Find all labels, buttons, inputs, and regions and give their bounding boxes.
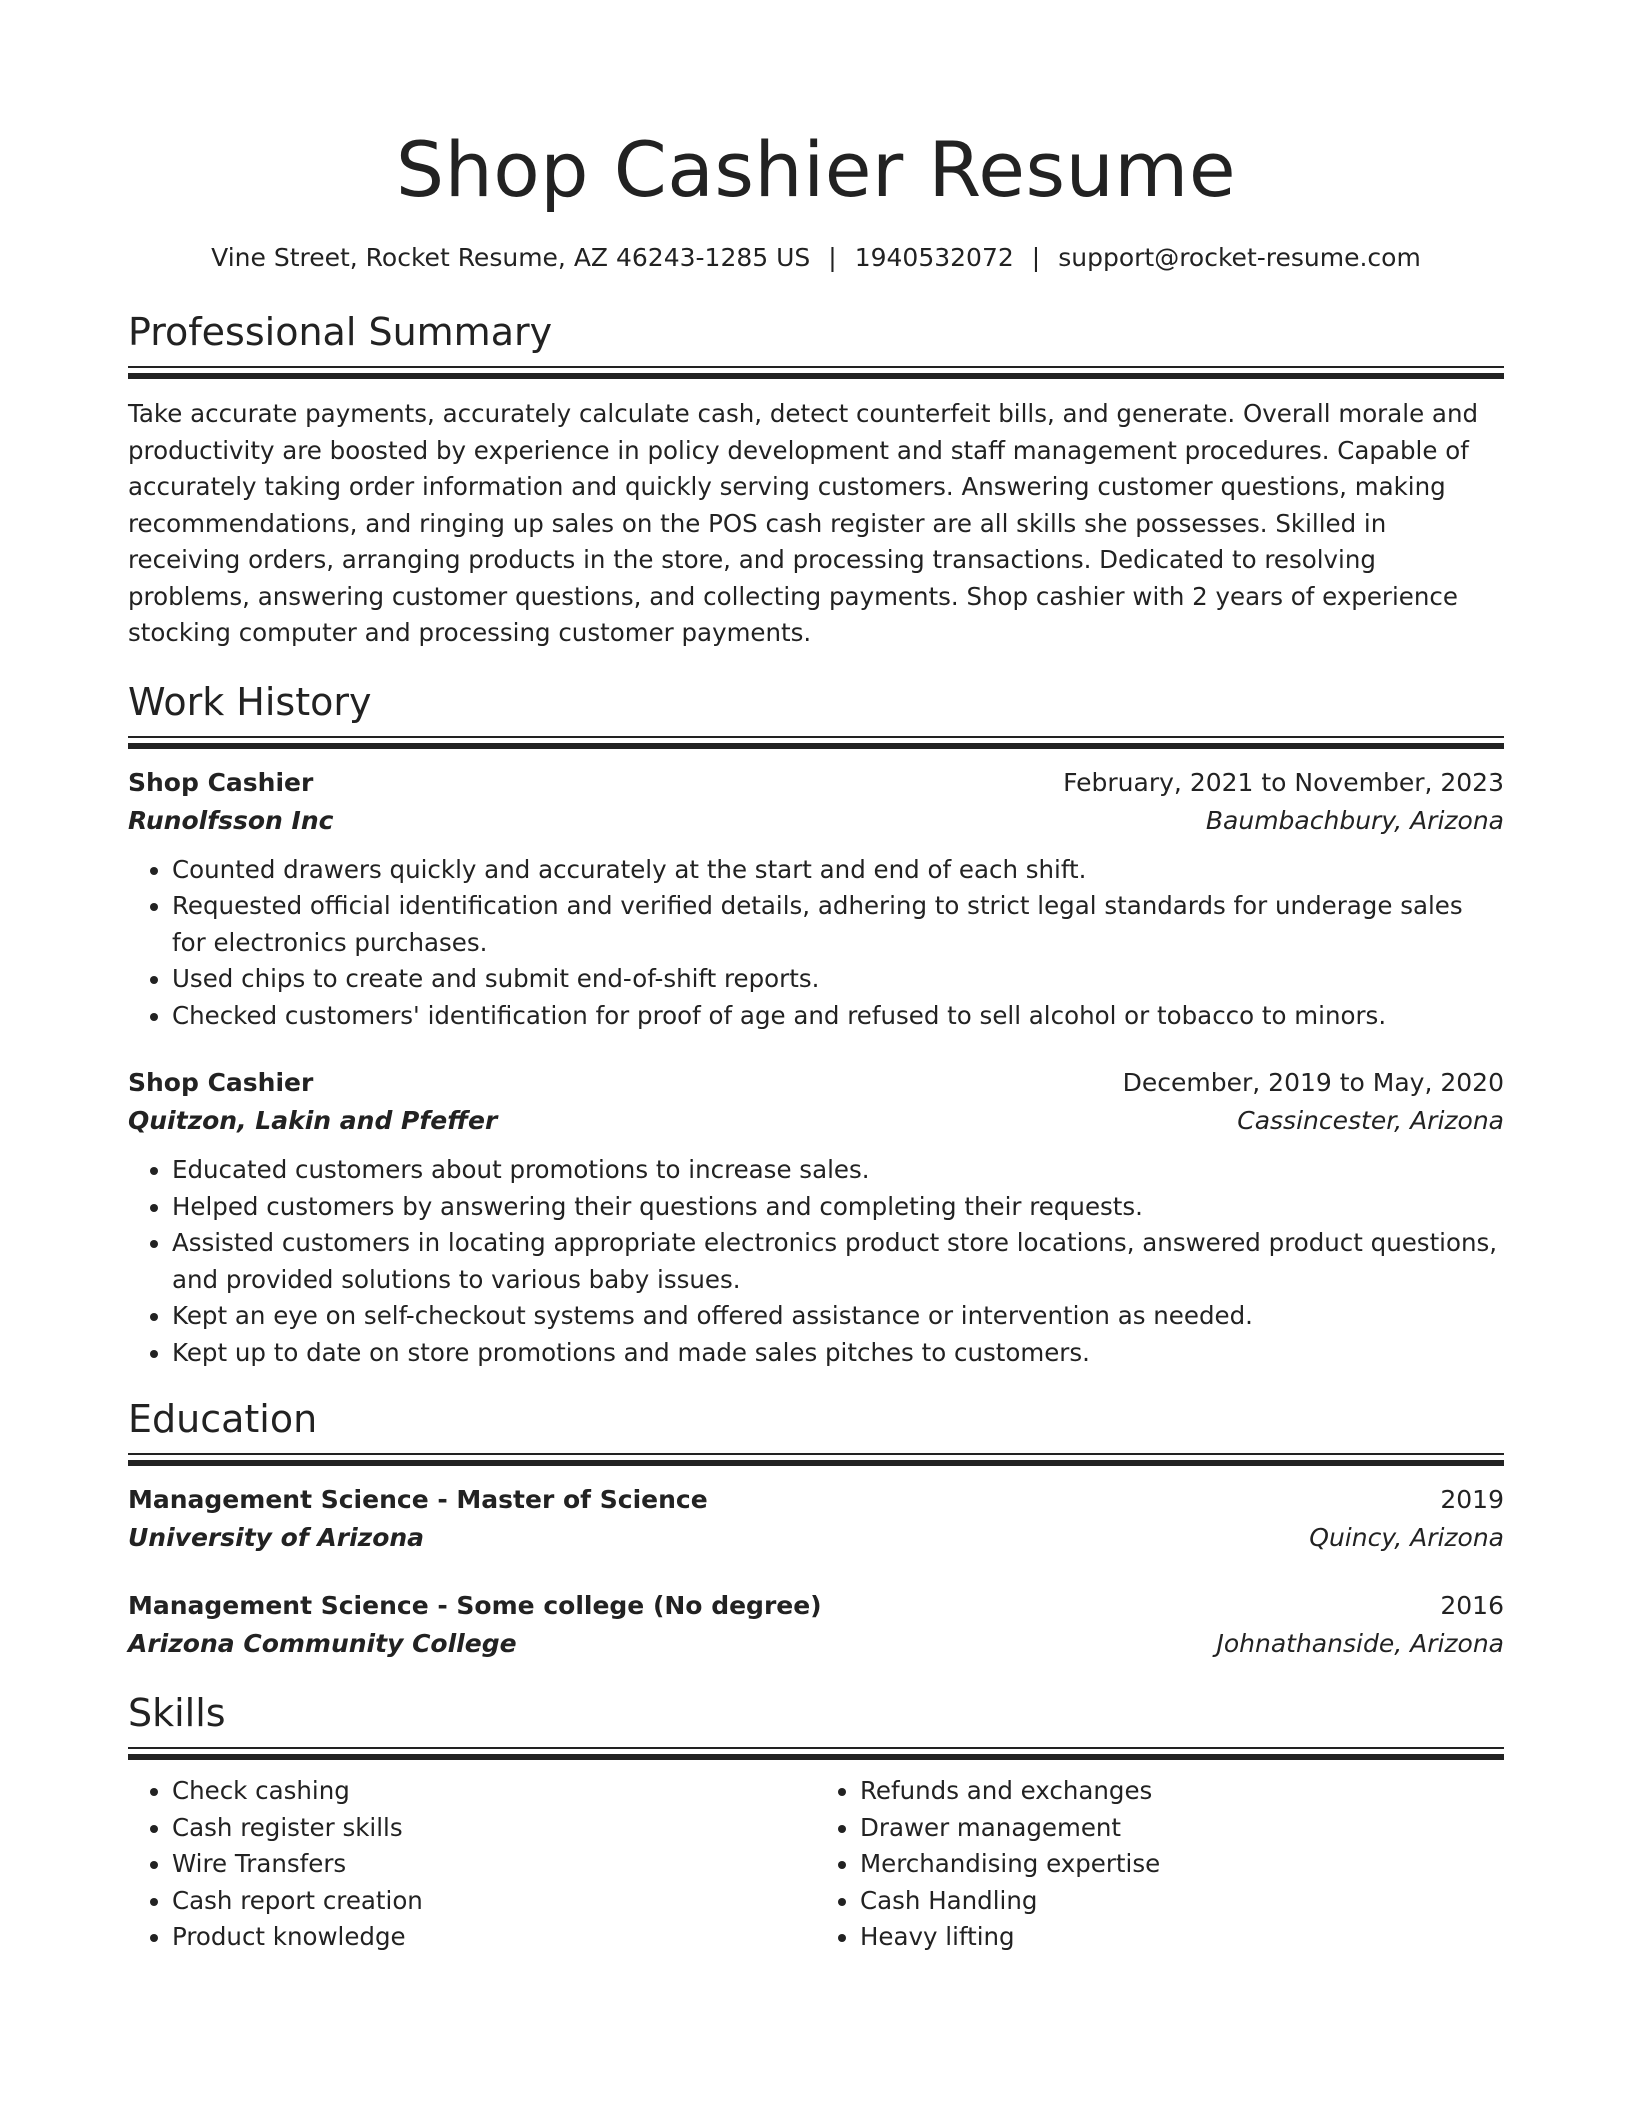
job-dates: December, 2019 to May, 2020	[1122, 1068, 1504, 1097]
skills-section	[128, 1689, 1504, 1956]
contact-separator: |	[828, 243, 837, 272]
section-divider	[128, 1453, 1504, 1467]
job-location: Baumbachbury, Arizona	[1205, 805, 1504, 835]
job-dates: February, 2021 to November, 2023	[1063, 767, 1504, 797]
job-company: Quitzon, Lakin and Pfeffer	[128, 1106, 498, 1135]
job-company-row	[128, 1102, 1504, 1140]
job-bullets	[128, 852, 1504, 1035]
education-entry	[128, 1481, 1504, 1557]
list-item: • Cash report creation	[172, 1883, 816, 1920]
list-item: • Checked customers' identification for proof of age and refused to sell alcohol or tobacco to minors.	[172, 998, 1504, 1035]
section-divider	[128, 736, 1504, 750]
education-degree: Management Science - Some college (No degree)	[128, 1591, 822, 1620]
summary-section	[128, 308, 1504, 652]
job-bullets	[128, 1152, 1504, 1371]
education-year: 2016	[1440, 1591, 1504, 1620]
list-item: • Kept an eye on self-checkout systems and offered assistance or intervention as needed.	[172, 1298, 1504, 1335]
section-divider	[128, 366, 1504, 380]
job-header-row	[128, 1064, 1504, 1102]
job-title: Shop Cashier	[128, 1068, 314, 1097]
contact-phone: 1940532072	[854, 243, 1014, 272]
list-item: • Assisted customers in locating appropriate electronics product store locations, answered product questions, and provided solutions to various baby issues.	[172, 1225, 1504, 1298]
skills-heading: Skills	[128, 1691, 226, 1735]
skills-column-right	[816, 1773, 1504, 1956]
contact-email: support@rocket-resume.com	[1058, 243, 1421, 272]
education-entry	[128, 1587, 1504, 1663]
page-title: Shop Cashier Resume	[395, 125, 1237, 214]
education-year: 2019	[1440, 1485, 1504, 1514]
education-school: University of Arizona	[128, 1523, 425, 1552]
list-item: • Merchandising expertise	[860, 1846, 1504, 1883]
contact-address: Vine Street, Rocket Resume, AZ 46243-1285 US	[211, 243, 811, 272]
job-header-row	[128, 764, 1504, 802]
job-location: Cassincester, Arizona	[1237, 1106, 1504, 1135]
summary-heading: Professional Summary	[128, 310, 553, 354]
contact-line	[128, 240, 1504, 276]
education-location: Johnathanside, Arizona	[1216, 1629, 1504, 1658]
education-degree: Management Science - Master of Science	[128, 1485, 708, 1514]
list-item: • Wire Transfers	[172, 1846, 816, 1883]
work-history-heading: Work History	[128, 679, 372, 724]
job-entry	[128, 764, 1504, 1035]
list-item: • Heavy lifting	[860, 1919, 1504, 1956]
contact-separator: |	[1031, 243, 1041, 272]
list-item: • Check cashing	[172, 1773, 816, 1810]
education-school: Arizona Community College	[128, 1629, 517, 1658]
list-item: • Kept up to date on store promotions and made sales pitches to customers.	[172, 1335, 1504, 1372]
list-item: • Used chips to create and submit end-of-shift reports.	[172, 961, 1504, 998]
skills-column-left	[128, 1773, 816, 1956]
education-heading: Education	[128, 1397, 318, 1441]
list-item: • Refunds and exchanges	[860, 1773, 1504, 1810]
list-item: • Helped customers by answering their questions and completing their requests.	[172, 1189, 1504, 1226]
job-company: Runolfsson Inc	[128, 805, 334, 835]
education-school-row	[128, 1625, 1504, 1663]
list-item: • Product knowledge	[172, 1919, 816, 1956]
list-item: • Drawer management	[860, 1810, 1504, 1847]
education-header-row	[128, 1481, 1504, 1519]
section-divider	[128, 1747, 1504, 1761]
job-entry	[128, 1064, 1504, 1371]
work-history-section	[128, 678, 1504, 1372]
education-header-row	[128, 1587, 1504, 1625]
list-item: • Cash Handling	[860, 1883, 1504, 1920]
list-item: • Counted drawers quickly and accurately at the start and end of each shift.	[172, 852, 1504, 889]
job-title: Shop Cashier	[128, 767, 314, 797]
education-school-row	[128, 1519, 1504, 1557]
education-section	[128, 1395, 1504, 1663]
list-item: • Cash register skills	[172, 1810, 816, 1847]
list-item: • Educated customers about promotions to increase sales.	[172, 1152, 1504, 1189]
education-location: Quincy, Arizona	[1309, 1523, 1504, 1552]
list-item: • Requested official identification and verified details, adhering to strict legal standards for underage sales for electronics purchases.	[172, 888, 1504, 961]
job-company-row	[128, 802, 1504, 840]
summary-text: Take accurate payments, accurately calculate cash, detect counterfeit bills, and generate. Overall morale and productivity are boosted by experience in policy development and staff management procedures. Capable of accurately taking order information and quickly serving customers. Answering customer questions, making recommendations, and ringing up sales on the POS cash register are all skills she possesses. Skilled in receiving orders, arranging products in the store, and processing transactions. Dedicated to resolving problems, answering customer questions, and collecting payments. Shop cashier with 2 years of experience stocking computer and processing customer payments.	[128, 399, 1479, 647]
skills-grid	[128, 1773, 1504, 1956]
